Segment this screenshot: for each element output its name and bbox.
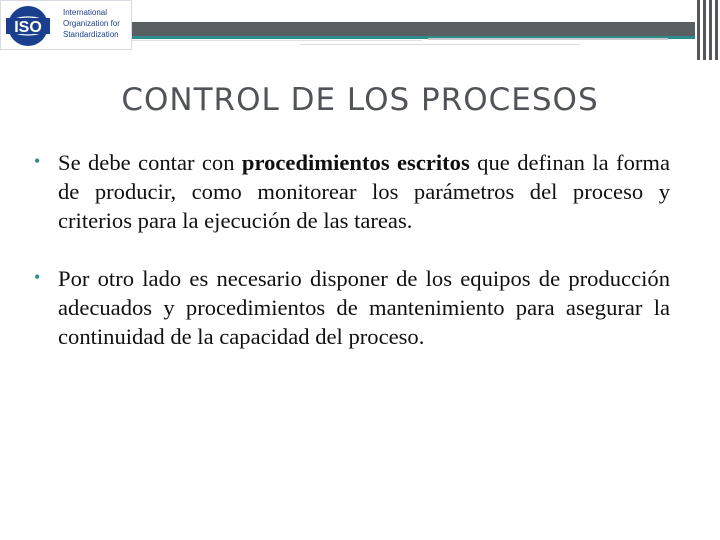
header-stripe <box>697 0 700 60</box>
logo-text-line: Organization for <box>63 19 120 28</box>
bullet-list <box>34 148 670 380</box>
bullet-text: Por otro lado es necesario disponer de los equipos de producción adecuados y procedimientos de mantenimiento para asegurar la continuidad de la capacidad del proceso. <box>58 266 670 349</box>
bullet-text: que definan la forma de producir, como monitorear los parámetros del proceso y criterios para la ejecución de las tareas. <box>58 150 670 233</box>
header-stripe <box>715 0 718 60</box>
slide-title: CONTROL DE LOS PROCESOS <box>121 82 599 118</box>
bullet-item <box>34 264 670 351</box>
header-thin-line <box>132 40 422 41</box>
logo-text-line: Standardization <box>63 30 119 39</box>
header-stripe <box>709 0 712 60</box>
header-stripes <box>695 0 720 60</box>
iso-logo <box>0 0 132 50</box>
bullet-item <box>34 148 670 235</box>
header-bar <box>132 22 720 36</box>
bullet-marker: • <box>34 267 41 287</box>
header-thin-line <box>300 44 580 45</box>
iso-logo-org-name <box>63 7 133 40</box>
iso-logo-icon <box>3 5 53 47</box>
iso-logo-mark-text: ISO <box>14 19 42 36</box>
header-thin-line <box>428 38 668 40</box>
bullet-text-bold: procedimientos escritos <box>241 150 470 175</box>
header-stripe <box>703 0 706 60</box>
logo-text-line: International <box>63 8 108 17</box>
bullet-marker: • <box>34 151 41 171</box>
bullet-text: Se debe contar con <box>58 150 242 175</box>
